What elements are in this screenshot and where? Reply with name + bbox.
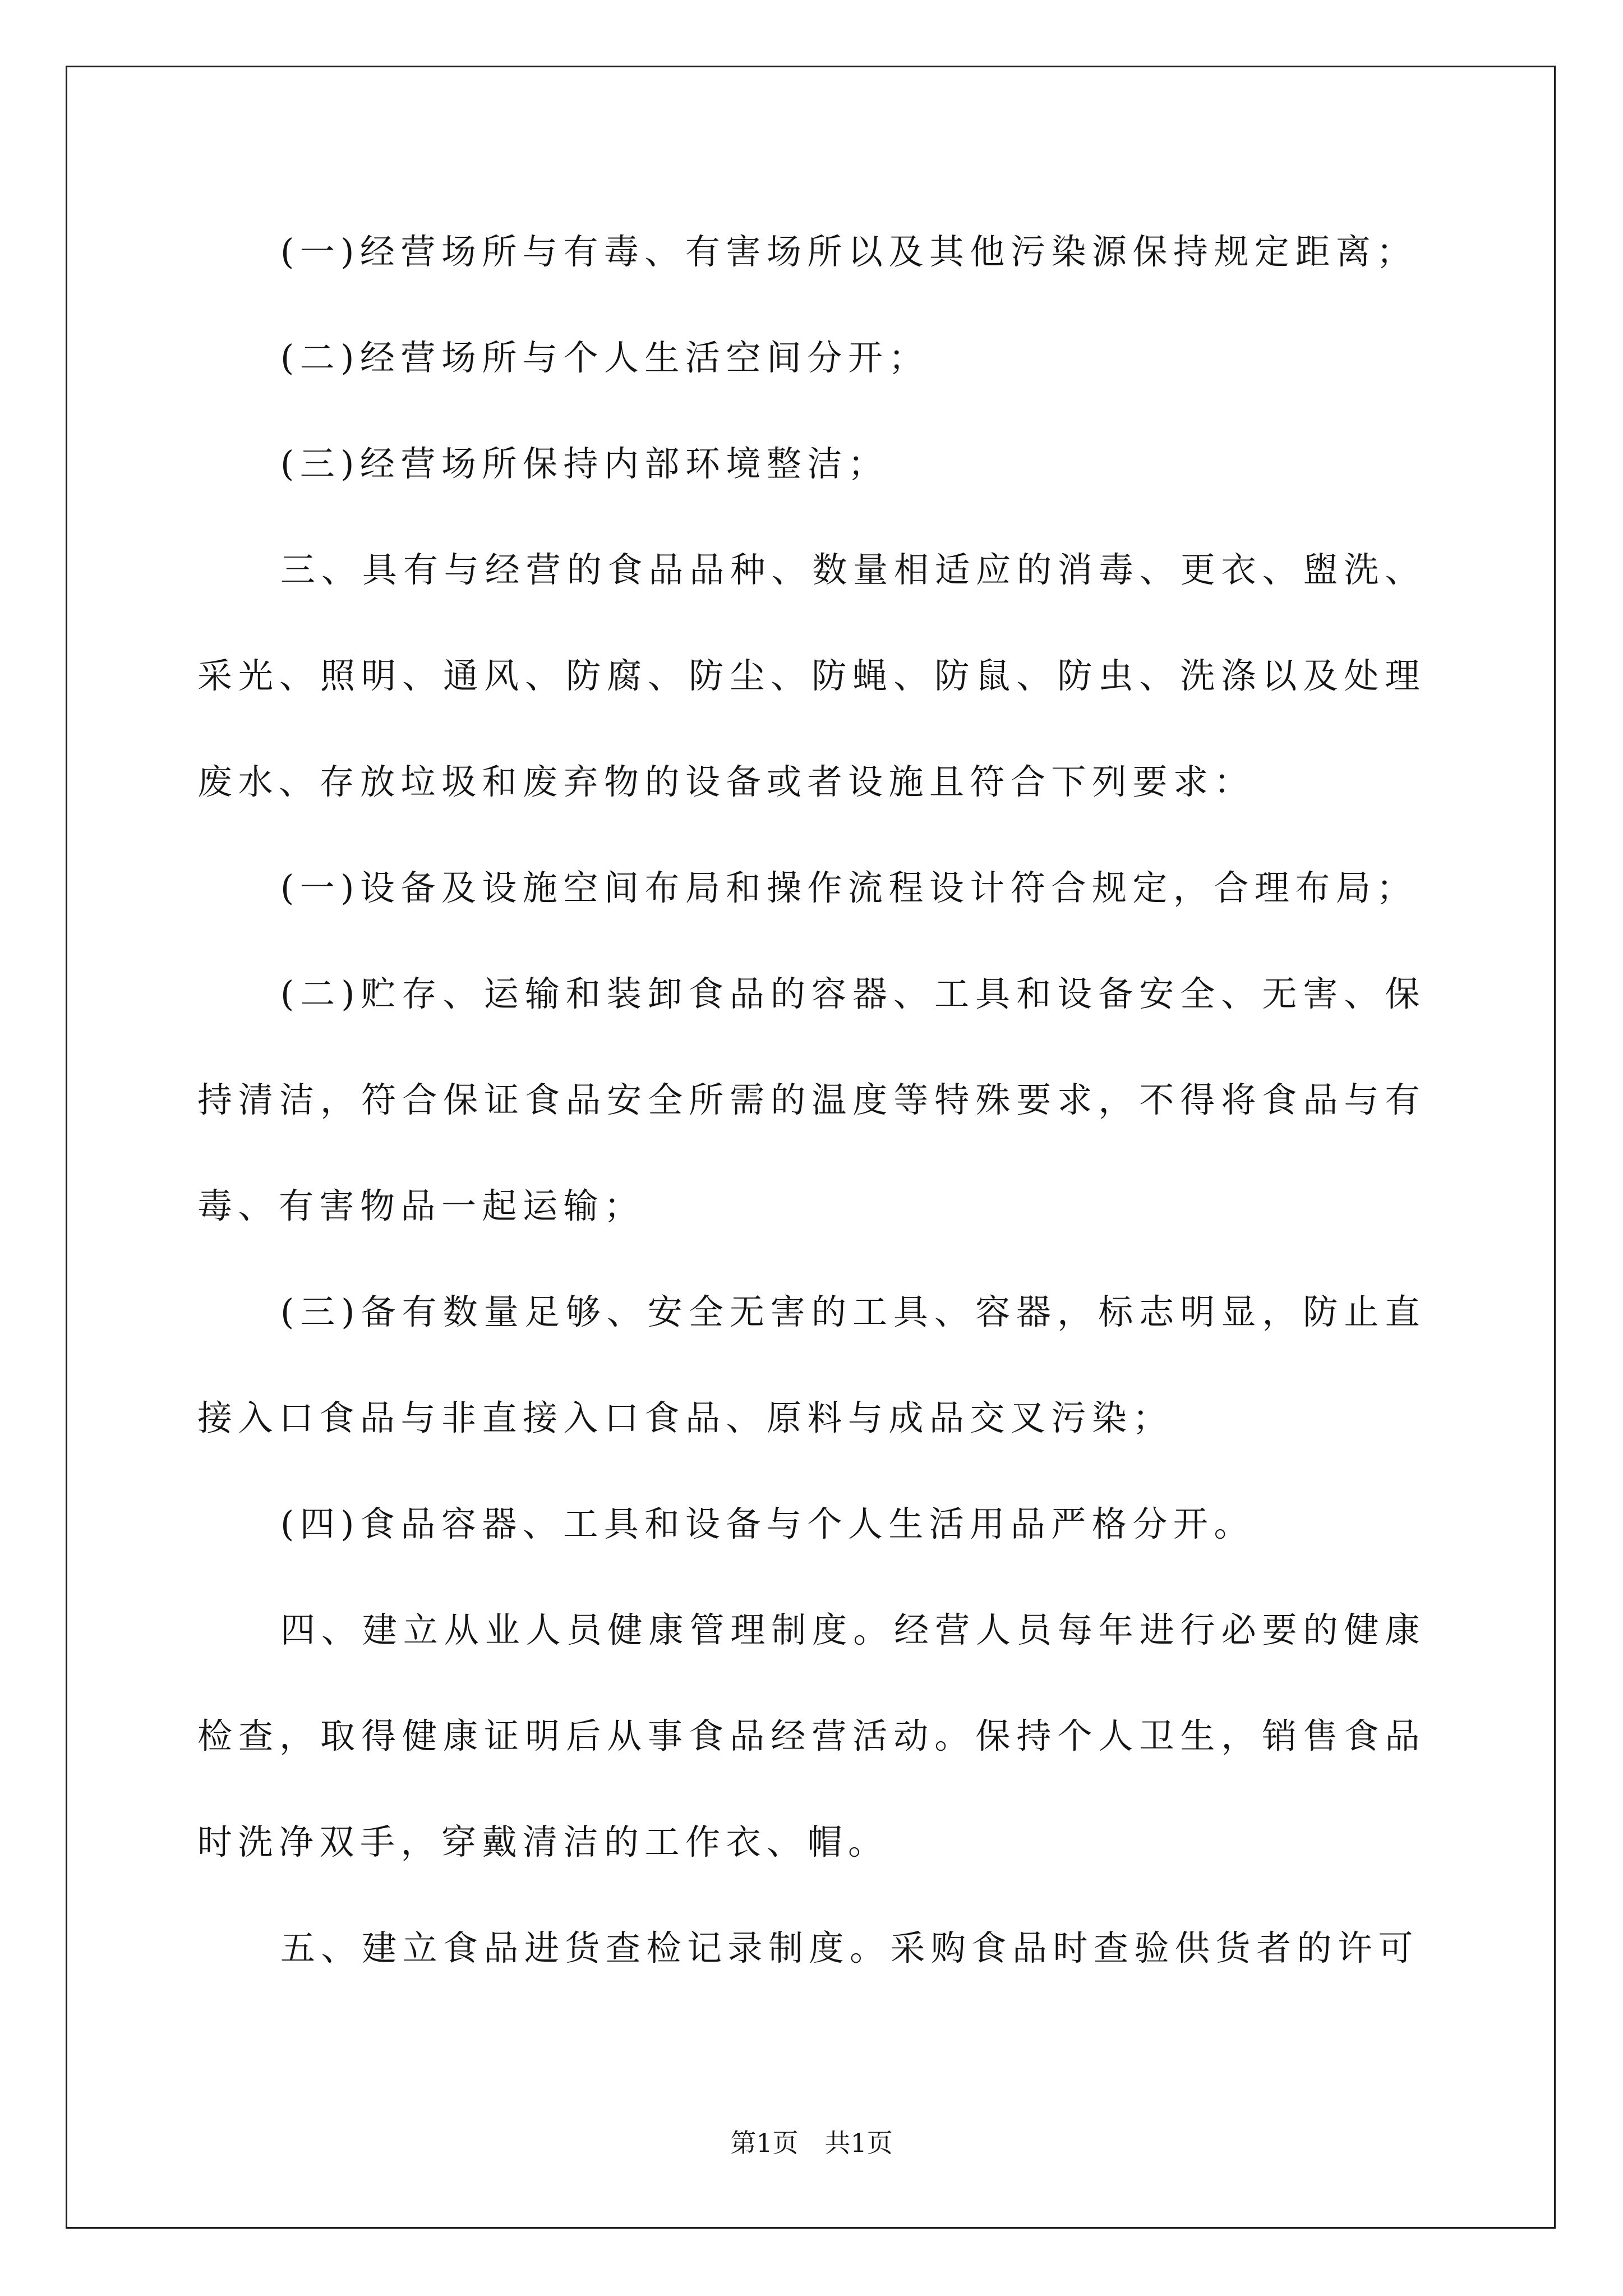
paragraph: [197, 835, 1426, 941]
page-total: 共1页: [824, 2128, 893, 2158]
text-line: 三、具有与经营的食品品种、数量相适应的消毒、更衣、盥洗、: [280, 549, 1426, 590]
document-body: [197, 199, 1426, 2001]
paragraph: [197, 941, 1426, 1259]
page-footer: [0, 2126, 1623, 2160]
text-line: (一)设备及设施空间布局和操作流程设计符合规定，合理布局；: [280, 867, 1417, 908]
paragraph: [197, 411, 1426, 517]
text-line: (二)贮存、运输和装卸食品的容器、工具和设备安全、无害、保: [280, 973, 1426, 1014]
text-line: (四)食品容器、工具和设备与个人生活用品严格分开。: [280, 1503, 1255, 1544]
text-line: (二)经营场所与个人生活空间分开；: [280, 337, 929, 378]
text-line: 时洗净双手，穿戴清洁的工作衣、帽。: [197, 1821, 889, 1862]
text-line: 四、建立从业人员健康管理制度。经营人员每年进行必要的健康: [280, 1609, 1426, 1650]
text-line: 接入口食品与非直接入口食品、原料与成品交叉污染；: [197, 1397, 1174, 1438]
text-line: (三)经营场所保持内部环境整洁；: [280, 443, 889, 484]
paragraph: [197, 1577, 1426, 1895]
text-line: 采光、照明、通风、防腐、防尘、防蝇、防鼠、防虫、洗涤以及处理: [197, 655, 1426, 696]
text-line: 五、建立食品进货查检记录制度。采购食品时查验供货者的许可: [280, 1927, 1419, 1968]
page-number: 第1页: [730, 2128, 799, 2158]
paragraph: [197, 1259, 1426, 1471]
text-line: 检查，取得健康证明后从事食品经营活动。保持个人卫生，销售食品: [197, 1715, 1426, 1756]
text-line: (一)经营场所与有毒、有害场所以及其他污染源保持规定距离；: [280, 231, 1417, 272]
paragraph: [197, 305, 1426, 411]
text-line: (三)备有数量足够、安全无害的工具、容器，标志明显，防止直: [280, 1291, 1426, 1332]
text-line: 毒、有害物品一起运输；: [197, 1185, 645, 1226]
text-line: 废水、存放垃圾和废弃物的设备或者设施且符合下列要求：: [197, 761, 1255, 802]
paragraph: [197, 517, 1426, 835]
paragraph: [197, 1895, 1426, 2001]
text-line: 持清洁，符合保证食品安全所需的温度等特殊要求，不得将食品与有: [197, 1079, 1426, 1120]
paragraph: [197, 199, 1426, 305]
paragraph: [197, 1471, 1426, 1577]
